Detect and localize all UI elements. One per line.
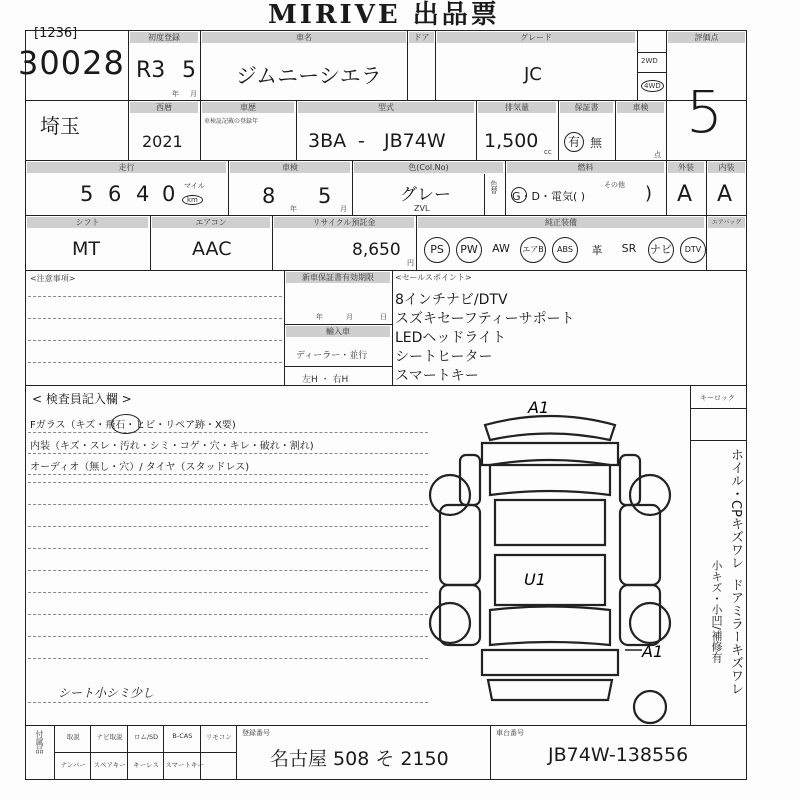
equipment-item: ABS — [552, 237, 578, 263]
equipment-item: PS — [424, 237, 450, 263]
month-unit-3: 月 — [346, 313, 353, 321]
shift-label: シフト — [27, 217, 148, 228]
equipment-item: DTV — [680, 237, 706, 263]
accessory-cell: ナンバー — [60, 761, 86, 769]
fuel-gas-circle — [511, 187, 527, 203]
accessories-label: 付属品 — [35, 730, 44, 754]
mileage-digit: 6 — [108, 182, 122, 206]
equipment-item: エアB — [520, 237, 546, 263]
inspection-year: 8 — [262, 184, 276, 208]
car-diagram — [420, 395, 690, 725]
mark-right: A1 — [642, 642, 664, 661]
model-year-label: 車歴 — [202, 102, 294, 113]
recycle-value: 8,650 — [352, 240, 401, 260]
grade-label: グレード — [437, 32, 635, 43]
equipment-item: PW — [456, 237, 482, 263]
first-reg-era: R3 — [136, 58, 166, 83]
inspector-line: 内装（キズ・スレ・汚れ・シミ・コゲ・穴・キレ・破れ・割れ) — [30, 441, 314, 452]
door-label: ドア — [409, 32, 434, 43]
chassis-label: 車台番号 — [496, 729, 524, 737]
equipment-label: 純正装備 — [418, 217, 704, 228]
accessory-cell: キーレス — [133, 761, 159, 769]
new-car-warranty-label: 新車保証書有効期限 — [286, 272, 390, 283]
car-name-label: 車名 — [202, 32, 406, 43]
sales-point-item: LEDヘッドライト — [395, 330, 507, 346]
equipment-item: ナビ — [648, 237, 674, 263]
inspection-label-top: 車検 — [617, 102, 664, 113]
sales-point-item: スズキセーフティーサポート — [395, 311, 575, 327]
model-type-label: 型式 — [298, 102, 474, 113]
year-unit-1: 年 — [172, 90, 179, 98]
cc-unit: cc — [544, 148, 552, 156]
side-repair-text: 小キズ・小凹/補修有 — [710, 560, 723, 663]
lot-bracket: [1236] — [34, 26, 78, 41]
keyless-label: キーロック — [700, 394, 735, 402]
drive-4wd: 4WD — [641, 80, 664, 92]
aircon-label: エアコン — [152, 217, 270, 228]
mileage-digit: 5 — [80, 182, 94, 206]
warranty-no: 無 — [590, 136, 603, 150]
inspection-month: 5 — [318, 184, 332, 208]
shift-value: MT — [72, 238, 100, 260]
first-reg-month: 5 — [182, 58, 196, 83]
fuel-other-label: その他 — [604, 181, 625, 189]
displacement-label: 排気量 — [478, 102, 556, 113]
first-reg-label: 初度登録 — [130, 32, 198, 43]
remarks-label: <注意事項> — [30, 274, 76, 283]
sales-points-label: <セールスポイント> — [395, 273, 472, 282]
western-year-label: 西暦 — [130, 102, 198, 113]
mileage-unit-km: km — [182, 195, 203, 205]
airbag-label: エアバッグ — [708, 217, 745, 228]
accessory-cell: スペアキー — [93, 761, 126, 769]
fuel-close-paren: ) — [645, 183, 653, 204]
fuel-options: G・D・電気( ) — [512, 190, 586, 203]
color-change-label: 色替 — [490, 180, 498, 194]
accessory-cell: 取説 — [66, 733, 80, 741]
equipment-item: SR — [621, 242, 637, 255]
plate-value: 名古屋 508 そ 2150 — [270, 748, 449, 770]
color-label: 色(Col.No) — [354, 162, 503, 173]
chassis-value: JB74W-138556 — [548, 744, 689, 766]
side-mirror-text: ドアミラーキズワレ — [728, 578, 743, 695]
type-code: JB74W — [384, 130, 446, 152]
lot-number: 30028 — [18, 44, 125, 82]
year-unit-3: 年 — [316, 313, 323, 321]
car-name-value: ジムニーシエラ — [236, 64, 382, 88]
exterior-score: A — [677, 182, 693, 207]
interior-label: 内装 — [708, 162, 745, 173]
mileage-digit: 0 — [162, 182, 176, 206]
accessory-cell: リモコン — [205, 733, 232, 741]
sheet-title: MIRIVE 出品票 — [268, 0, 500, 30]
steering: 左H ・ 右H — [302, 375, 349, 385]
month-unit-2: 月 — [340, 205, 347, 213]
type-prefix: 3BA — [308, 130, 347, 152]
accessory-cell: ナビ取説 — [96, 733, 123, 741]
inspector-notes-label: < 検査員記入欄 > — [32, 392, 132, 406]
drive-2wd: 2WD — [641, 57, 658, 65]
western-year-value: 2021 — [142, 132, 183, 151]
sales-point-item: スマートキー — [395, 368, 479, 384]
score-unit: 点 — [654, 151, 661, 159]
mark-center: U1 — [524, 570, 546, 589]
month-unit-1: 月 — [190, 90, 197, 98]
accessory-cell: B-CAS — [172, 732, 193, 740]
type-dash: - — [358, 130, 365, 152]
sales-point-item: 8インチナビ/DTV — [395, 292, 508, 308]
yen-unit: 円 — [407, 259, 414, 267]
hand-drive-label: 輸入車 — [286, 326, 390, 337]
plate-label: 登録番号 — [242, 729, 270, 737]
grade-value: JC — [524, 64, 542, 85]
day-unit-3: 日 — [380, 313, 387, 321]
seat-note: シート小シミ少し — [58, 686, 155, 700]
accessory-cell: ロム/SD — [133, 733, 159, 741]
fuel-label: 燃料 — [507, 162, 664, 173]
aircon-value: AAC — [192, 238, 232, 260]
sales-point-item: シートヒーター — [395, 349, 493, 365]
inspector-line: オーディオ（無し・穴）/ タイヤ（スタッドレス) — [30, 462, 250, 473]
dealer-parallel: ディーラー・並行 — [296, 351, 368, 361]
accessory-cell: スマートキー — [165, 761, 205, 769]
exterior-label: 外装 — [668, 162, 704, 173]
score-value: 5 — [686, 78, 723, 146]
displacement-value: 1,500 — [484, 130, 539, 152]
score-label: 評価点 — [668, 32, 745, 43]
color-code: ZVL — [414, 204, 430, 213]
flying-stone-circle — [111, 414, 141, 434]
interior-score: A — [717, 182, 733, 207]
recycle-label: リサイクル預託金 — [274, 217, 414, 228]
color-value: グレー — [400, 185, 451, 205]
inspector-line: Fガラス（キズ・飛石・ヒビ・リペア跡・X要) — [30, 420, 236, 431]
mileage-digit: 4 — [136, 182, 150, 206]
mileage-label: 走行 — [27, 162, 226, 173]
mileage-unit-mile: マイル — [184, 182, 205, 190]
warranty-label: 保証書 — [560, 102, 613, 113]
model-year-note: 車検証記載の登録年 — [204, 118, 259, 125]
side-wheel-text: ホイル・CPキズワレ — [728, 448, 743, 569]
warranty-yes: 有 — [564, 132, 584, 152]
equipment-item: 革 — [591, 244, 603, 257]
inspection-label: 車検 — [230, 162, 350, 173]
region: 埼玉 — [40, 114, 80, 138]
year-unit-2: 年 — [290, 205, 297, 213]
equipment-item: AW — [492, 242, 510, 255]
mark-top: A1 — [528, 398, 550, 417]
